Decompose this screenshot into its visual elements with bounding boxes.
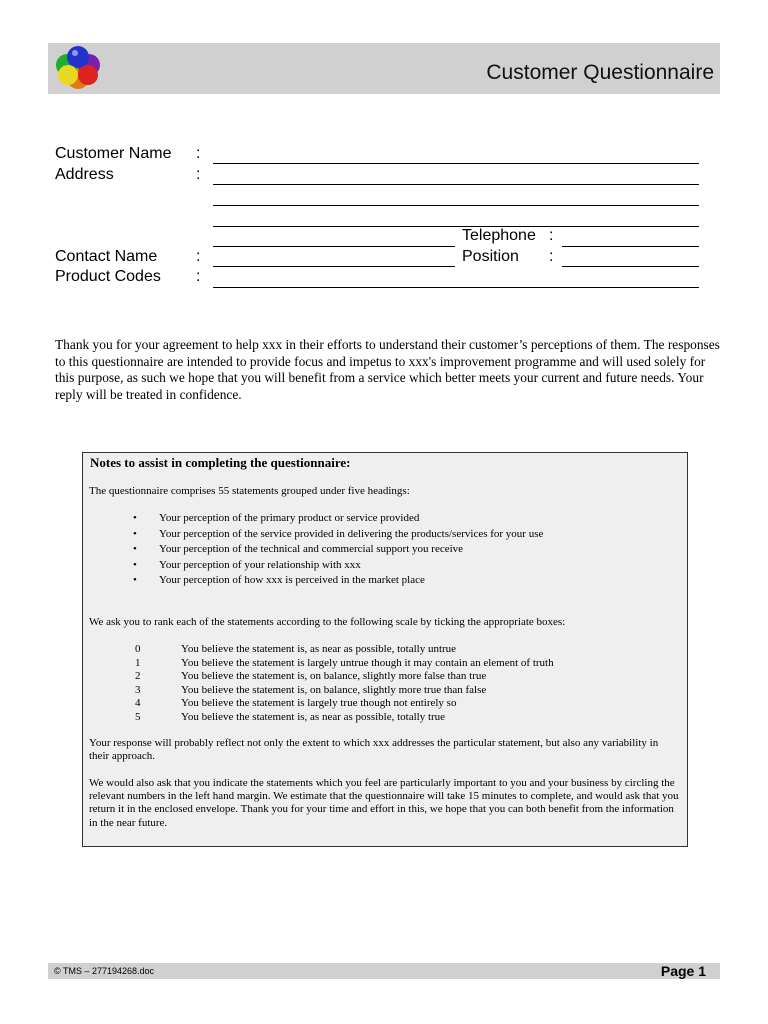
colon: : bbox=[196, 145, 201, 162]
scale-number: 2 bbox=[135, 670, 141, 682]
telephone-label: Telephone bbox=[462, 227, 536, 244]
heading-text: Your perception of the service provided in delivering the products/services for your use bbox=[159, 527, 544, 540]
list-item bbox=[133, 528, 543, 544]
scale-description: You believe the statement is, on balance, slightly more true than false bbox=[181, 683, 487, 696]
contact-name-line[interactable] bbox=[213, 266, 455, 267]
header-bar bbox=[48, 43, 720, 94]
logo bbox=[54, 45, 102, 93]
scale-description: You believe the statement is largely untrue though it may contain an element of truth bbox=[181, 656, 554, 669]
closing-note: We would also ask that you indicate the statements which you feel are particularly important to you and your business by circling the relevant numbers in the left hand margin. We estimate that the questionnaire will take 15 minutes to complete, and would ask that you return it in the enclosed envelope. Thank you for your time and effort in this, we hope that you can both benefit from the information in the near future. bbox=[89, 777, 679, 829]
page-number: Page 1 bbox=[660, 963, 706, 979]
bullet-icon: • bbox=[133, 512, 137, 524]
position-label: Position bbox=[462, 248, 519, 265]
product-codes-line[interactable] bbox=[213, 287, 699, 288]
scale-number: 3 bbox=[135, 683, 141, 696]
logo-sphere-yellow bbox=[58, 65, 78, 85]
scale-description: You believe the statement is, as near as possible, totally true bbox=[181, 710, 446, 723]
bullet-icon: • bbox=[133, 574, 137, 586]
heading-text: Your perception of your relationship with xxx bbox=[159, 558, 361, 571]
bullet-icon: • bbox=[133, 527, 137, 540]
logo-sphere-red bbox=[78, 65, 98, 85]
page-title: Customer Questionnaire bbox=[486, 61, 714, 84]
customer-name-label: Customer Name bbox=[55, 145, 172, 162]
colon: : bbox=[196, 248, 201, 265]
scale-description: You believe the statement is largely true though not entirely so bbox=[181, 697, 457, 709]
position-line[interactable] bbox=[562, 266, 699, 267]
response-note: Your response will probably reflect not only the extent to which xxx addresses the particular statement, but also any variability in their approach. bbox=[89, 737, 659, 763]
colon: : bbox=[196, 166, 201, 183]
list-item bbox=[133, 559, 543, 575]
list-item bbox=[133, 543, 543, 559]
address-line-2[interactable] bbox=[213, 205, 699, 206]
scale-number: 0 bbox=[135, 643, 141, 655]
scale-number: 1 bbox=[135, 656, 141, 669]
heading-text: Your perception of the technical and commercial support you receive bbox=[159, 543, 464, 555]
address-line-4[interactable] bbox=[213, 246, 455, 247]
scale-number: 4 bbox=[135, 697, 141, 709]
intro-text: Thank you for your agreement to help xxx in their efforts to understand their customer’s perceptions of them. The responses to this questionnaire are intended to provide focus and impetus to xxx's improvement programme and will used solely for this purpose, as such we hope that you will benefit from a service which better meets your current and future needs. Your reply will be treated in confidence. bbox=[55, 337, 720, 402]
scale-number: 5 bbox=[135, 710, 141, 723]
footer-bar bbox=[48, 963, 720, 979]
telephone-line[interactable] bbox=[562, 246, 699, 247]
product-codes-label: Product Codes bbox=[55, 268, 161, 285]
colon: : bbox=[549, 227, 554, 244]
footer-doc-reference: © TMS – 277194268.doc bbox=[54, 966, 155, 976]
scale-description: You believe the statement is, on balance, slightly more false than true bbox=[181, 670, 487, 682]
logo-sphere-blue bbox=[67, 46, 89, 68]
bullet-icon: • bbox=[133, 543, 137, 555]
notes-box bbox=[82, 452, 688, 847]
address-line-3[interactable] bbox=[213, 226, 699, 227]
scale-description: You believe the statement is, as near as possible, totally untrue bbox=[181, 643, 457, 655]
bullet-icon: • bbox=[133, 558, 137, 571]
address-label: Address bbox=[55, 166, 114, 183]
colon: : bbox=[196, 268, 201, 285]
contact-name-label: Contact Name bbox=[55, 248, 158, 265]
intro-paragraph bbox=[55, 337, 720, 403]
address-line-1[interactable] bbox=[213, 184, 699, 185]
heading-text: Your perception of the primary product or service provided bbox=[159, 512, 420, 524]
list-item bbox=[133, 512, 543, 528]
list-item bbox=[133, 574, 543, 590]
notes-comprises: The questionnaire comprises 55 statements grouped under five headings: bbox=[89, 485, 410, 497]
colon: : bbox=[549, 248, 554, 265]
customer-name-line[interactable] bbox=[213, 163, 699, 164]
heading-text: Your perception of how xxx is perceived in the market place bbox=[159, 574, 425, 586]
notes-title: Notes to assist in completing the questionnaire: bbox=[90, 455, 351, 470]
headings-list bbox=[133, 512, 543, 590]
rank-intro: We ask you to rank each of the statements according to the following scale by ticking the appropriate boxes: bbox=[89, 616, 566, 628]
